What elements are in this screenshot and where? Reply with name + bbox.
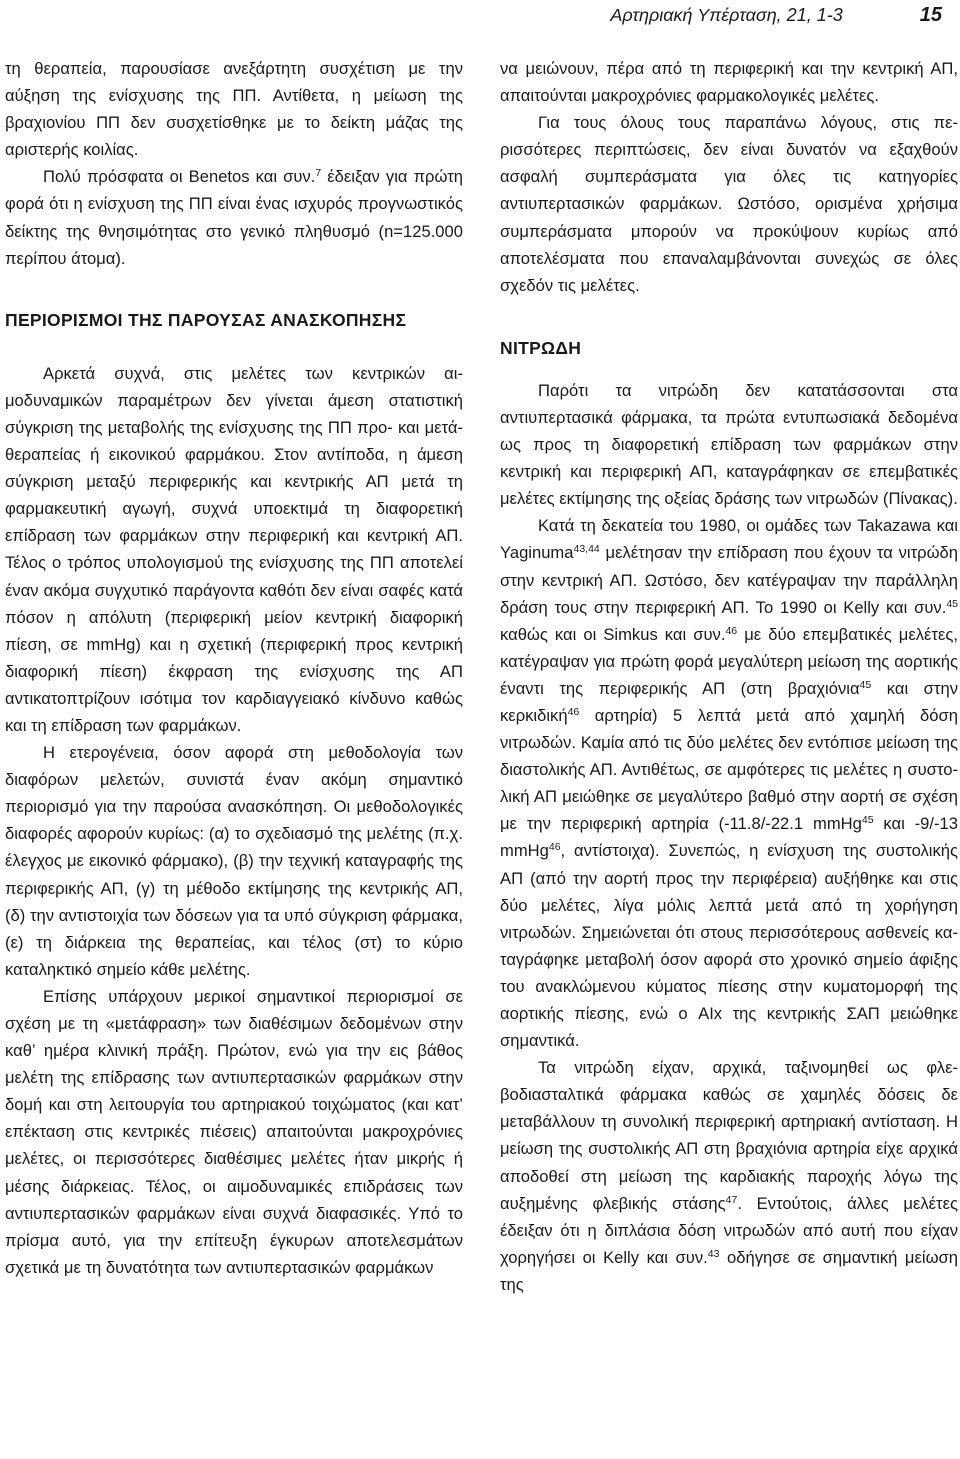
running-header — [0, 4, 942, 27]
right-column — [500, 55, 958, 1298]
page-number: 15 — [919, 4, 942, 26]
paragraph-continuation-right: να μειώνουν, πέρα από τη περιφερική και την κεντρική ΑΠ, απαιτούνται μακροχρόνιες φαρμακολογικές μελέτες. — [500, 59, 958, 106]
paragraph-limitations-3: Επίσης υπάρχουν μερικοί σημαντικοί περιορισμοί σε σχέση με τη «μετάφραση» των διαθέσιμων δεδομένων στην καθ’ ημέρα κλινική πράξη. Πρώτον, ενώ για την εις βάθος μελέτη της επίδρασης των αντιυπερτασικών φαρμάκων στην δομή και στη λειτουργία του αρτηριακού τοιχώματος (και κατ’ επέκταση στις κεντρικές πιέσεις) απαιτούνται μακροχρόνιες μελέτες, οι περισσότερες διαθέσιμες μελέτες ήταν μικρής ή μέσης διάρκειας. Τέλος, οι αιμοδυναμικές επιδράσεις των αντιυπερτασικών φαρμάκων είναι συχνά διαφασικές. Υπό το πρίσμα αυτό, για την επίτευξη έγκυρων αποτελεσμάτων σχετικά με τη δυνατότητα των αντιυπερτασικών φαρμάκων — [5, 986, 463, 1277]
paragraph-nitrates-1: Παρότι τα νιτρώδη δεν κατατάσσονται στα αντιυπερτασικά φάρμακα, τα πρώτα εντυπωσιακά δεδομένα ως προς τη διαφορετική επίδραση των φαρμάκων στην κεντρική και περιφερική ΑΠ, καταγράφηκαν σε επεμβατικές μελέτες εκτίμησης της οξείας δράσης των νιτρωδών (Πίνακας). — [500, 380, 958, 509]
section-heading-nitrates: ΝΙΤΡΩΔΗ — [500, 337, 582, 358]
paragraph-nitrates-3: Τα νιτρώδη είχαν, αρχικά, ταξινομηθεί ως φλεβοδιασταλτικά φάρμακα καθώς σε χαμηλές δόσεις δε μεταβάλλουν τη συνολική περιφερική αρτηριακή αντίσταση. Η μείωση της συστολικής ΑΠ στη βραχιόνια αρτηρία είχε αρχικά αποδοθεί στη μείωση της καρδιακής παροχής λόγω της αυξημένης φλεβικής στάσης$^{47}$. Εντούτοις, άλλες μελέτες έδειξαν ότι η διπλάσια δόση νιτρωδών από αυτή που είχαν χορηγήσει οι Kelly και συν.$^{43}$ οδήγησε σε σημαντική μείωση της — [500, 1058, 959, 1294]
paragraph-conclusions: Για τους όλους τους παραπάνω λόγους, στις περισσότερες περιπτώσεις, δεν είναι δυνατόν να εξαχθούν ασφαλή συμπεράσματα για όλες τις κατηγορίες αντιυπερτασικών φαρμάκων. Ωστόσο, ορισμένα χρήσιμα συμπεράσματα μπορούν να προκύψουν κυρίως από αποτελέσματα που επαναλαμβάνονται συνεχώς σε όλες σχεδόν τις μελέτες. — [500, 113, 958, 295]
journal-citation: Αρτηριακή Υπέρταση, 21, 1-3 — [610, 5, 843, 25]
citation-ref: 45 — [859, 678, 872, 691]
paragraph-limitations-1: Αρκετά συχνά, στις μελέτες των κεντρικών αιμοδυναμικών παραμέτρων δεν γίνεται άμεση στατιστική σύγκριση της μεταβολής της ενίσχυσης της ΠΠ προ- και μετά- θεραπείας ή εικονικού φαρμάκου. Στον αντίποδα, η άμεση σύγκριση μεταξύ περιφερικής και κεντρικής ΑΠ μετά τη φαρμακευτική αγωγή, συχνά υποεκτιμά τη διαφορετική επίδραση των φαρμάκων στην περιφερική και κεντρική ΑΠ. Τέλος ο τρόπος υπολογισμού της ενίσχυσης της ΠΠ αποτελεί έναν ακόμα συγχυτικό παράγοντα καθότι δεν είναι σαφές κατά πόσον η απόλυτη (περιφερική μείον κεντρική διαφορική πίεση, σε mmHg) και η σχετική (περιφερική προς κεντρική διαφορική πίεση) έκφραση της ενίσχυσης της ΑΠ αντικατοπτρίζουν ισότιμα τον καρδιαγγειακό κίνδυνο καθώς και τη επίδραση των φαρμάκων. — [5, 363, 463, 735]
paragraph-continuation: τη θεραπεία, παρουσίασε ανεξάρτητη συσχέτιση με την αύξηση της ενίσχυσης της ΠΠ. Αντίθετα, η μείωση της βραχιονίου ΠΠ δεν συσχετίσθηκε με το δείκτη μάζας της αριστερής κοιλίας. — [5, 59, 463, 160]
citation-ref: 7 — [315, 167, 322, 180]
citation-ref: 47 — [725, 1193, 738, 1206]
citation-ref: 45 — [946, 597, 958, 610]
citation-ref: 45 — [861, 814, 874, 827]
citation-ref: 46 — [548, 841, 561, 854]
section-heading-limitations: ΠΕΡΙΟΡΙΣΜΟΙ ΤΗΣ ΠΑΡΟΥΣΑΣ ΑΝΑΣΚΟΠΗΣΗΣ — [5, 309, 407, 330]
citation-ref: 43 — [707, 1247, 720, 1260]
paragraph-limitations-2: Η ετερογένεια, όσον αφορά στη μεθοδολογία των διαφόρων μελετών, συνιστά έναν ακόμη σημαντικό περιορισμό για την παρούσα ανασκόπηση. Οι μεθοδολογικές διαφορές αφορούν κυρίως: (α) το σχεδιασμό της μελέτης (π.χ. έλεγχος με εικονικό φάρμακο), (β) την τεχνική καταγραφής της περιφερικής ΑΠ, (γ) τη μέθοδο εκτίμησης της κεντρικής ΑΠ, (δ) την αντιστοιχία των δόσεων για τα υπό σύγκριση φάρμακα, (ε) τη διάρκεια της θεραπείας, και τέλος (στ) το κύριο καταληκτικό σημείο κάθε μελέτης. — [5, 743, 463, 979]
paragraph-benetos: Πολύ πρόσφατα οι Benetos και συν.$^7$ έδειξαν για πρώτη φορά ότι η ενίσχυση της ΠΠ είναι ένας ισχυρός προγνωστικός δείκτης της θνησιμότητας στο γενικό πληθυσμό (n=125.000 περίπου άτομα). — [5, 167, 463, 268]
left-column — [5, 55, 463, 1281]
citation-ref: 46 — [725, 624, 738, 637]
citation-ref: 43,44 — [573, 543, 600, 556]
citation-ref: 46 — [567, 705, 580, 718]
paragraph-nitrates-2: Κατά τη δεκατεία του 1980, οι ομάδες των Takazawa και Yaginuma$^{43,44}$ μελέτησαν την επίδραση που έχουν τα νιτρώδη στην κεντρική ΑΠ. Ωστόσο, δεν κατέγραψαν την παράλληλη δράση τους στην περιφερική ΑΠ. Το 1990 οι Kelly και συν.$^{45}$ καθώς και οι Simkus και συν.$^{46}$ με δύο επεμβατικές μελέτες, κατέγραψαν για πρώτη φορά μεγαλύτερη μείωση της αορτικής έναντι της περιφερικής ΑΠ (στη βραχιόνια$^{45}$ και στην κερκιδική$^{46}$ αρτηρία) 5 λεπτά μετά από χαμηλή δόση νιτρωδών. Καμία από τις δύο μελέτες δεν εντόπισε μείωση της διαστολικής ΑΠ. Αντιθέτως, σε αμφότερες τις μελέτες η συστολική ΑΠ μειώθηκε σε μεγαλύτερο βαθμό στην αορτή σε σχέση με την περιφερική αρτηρία (-11.8/-22.1 mmHg$^{45}$ και -9/-13 mmHg$^{46}$, αντίστοιχα). Συνεπώς, η ενίσχυση της συστολικής ΑΠ (από την αορτή προς την περιφέρεια) αυξήθηκε και στις δύο μελέτες, λίγα μόλις λεπτά μετά από τη χορήγηση νιτρωδών. Σημειώνεται ότι στους περισσότερους ασθενείς καταγράφηκε μεταβολή όσον αφορά στο χρονικό σημείο άφιξης του ανακλώμενου κύματος πίεσης στην κυματομορφή της αορτικής πίεσης, ενώ ο AIx της κεντρικής ΣΑΠ μειώθηκε σημαντικά. — [500, 516, 959, 1051]
